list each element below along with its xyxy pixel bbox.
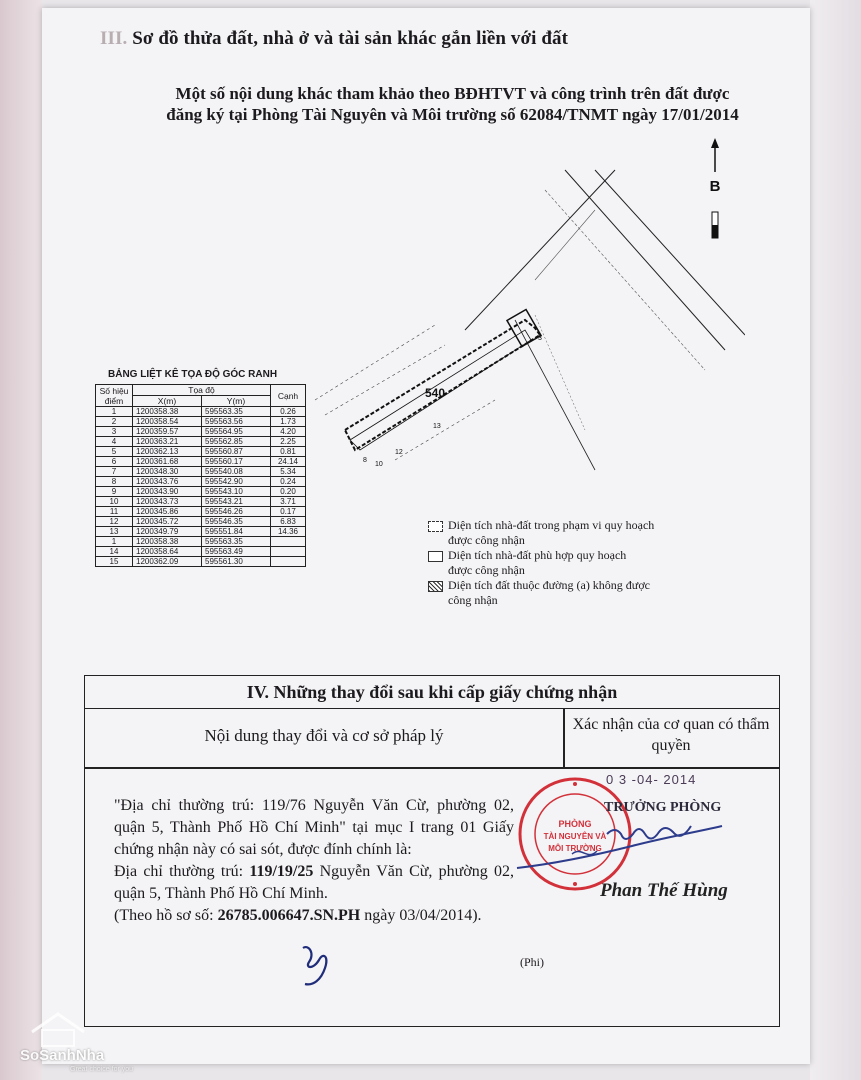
svg-text:10: 10	[375, 461, 383, 468]
table-row	[96, 547, 306, 557]
table-cell: 4	[96, 437, 133, 447]
coords-col-edge: Cạnh	[271, 385, 306, 407]
corrected-address-prefix: Địa chỉ thường trú:	[114, 863, 250, 880]
table-cell: 1	[96, 537, 133, 547]
house-logo-icon	[28, 1010, 88, 1048]
table-cell: 1.73	[271, 417, 306, 427]
table-cell: 595546.26	[202, 507, 271, 517]
table-cell: 12	[96, 517, 133, 527]
table-cell: 9	[96, 487, 133, 497]
svg-text:12: 12	[395, 449, 403, 456]
changes-file-ref	[114, 905, 514, 927]
table-cell: 595560.87	[202, 447, 271, 457]
reference-line-1: Một số nội dung khác tham khảo theo BĐHTVT và công trình trên đất được	[175, 84, 730, 103]
table-cell: 595551.84	[202, 527, 271, 537]
table-cell: 1200345.86	[133, 507, 202, 517]
section-title-text: Sơ đồ thửa đất, nhà ở và tài sản khác gắn liền với đất	[132, 28, 569, 49]
svg-text:TÀI NGUYÊN VÀ: TÀI NGUYÊN VÀ	[543, 832, 607, 841]
table-cell: 595563.49	[202, 547, 271, 557]
table-row	[96, 517, 306, 527]
coords-col-y: Y(m)	[202, 396, 271, 407]
table-cell: 595560.17	[202, 457, 271, 467]
table-cell: 1200358.64	[133, 547, 202, 557]
table-cell: 0.24	[271, 477, 306, 487]
legend-item	[428, 548, 668, 578]
table-cell: 1200345.72	[133, 517, 202, 527]
parcel-number: 540	[425, 386, 446, 400]
scan-left-edge	[0, 0, 42, 1080]
table-cell: 1200343.90	[133, 487, 202, 497]
table-cell: 595563.35	[202, 537, 271, 547]
watermark-brand: SoSanhNha	[20, 1047, 105, 1064]
table-row	[96, 467, 306, 477]
table-cell: 1200358.38	[133, 407, 202, 417]
corrected-address-number: 119/19/25	[249, 863, 314, 880]
table-cell: 1200348.30	[133, 467, 202, 477]
table-cell: 1	[96, 407, 133, 417]
table-cell: 2.25	[271, 437, 306, 447]
table-row	[96, 457, 306, 467]
table-cell: 1200362.13	[133, 447, 202, 457]
table-row	[96, 477, 306, 487]
table-cell: 595563.56	[202, 417, 271, 427]
table-cell: 11	[96, 507, 133, 517]
table-row	[96, 497, 306, 507]
table-row	[96, 537, 306, 547]
table-cell: 595546.35	[202, 517, 271, 527]
legend	[428, 518, 668, 608]
coords-col-x: X(m)	[133, 396, 202, 407]
table-cell: 0.81	[271, 447, 306, 457]
table-cell: 1200343.76	[133, 477, 202, 487]
table-cell: 1200358.54	[133, 417, 202, 427]
table-cell: 595562.85	[202, 437, 271, 447]
table-cell: 4.20	[271, 427, 306, 437]
table-row	[96, 447, 306, 457]
table-cell	[271, 537, 306, 547]
table-cell: 14.36	[271, 527, 306, 537]
table-cell: 595561.30	[202, 557, 271, 567]
signer-name: Phan Thế Hùng	[600, 880, 728, 901]
table-cell: 595543.10	[202, 487, 271, 497]
coords-table-title: BẢNG LIỆT KÊ TỌA ĐỘ GÓC RANH	[108, 369, 278, 380]
table-cell: 6	[96, 457, 133, 467]
table-cell: 13	[96, 527, 133, 537]
coords-col-point: Số hiệu điểm	[96, 385, 133, 407]
header-divider	[85, 767, 779, 769]
table-cell: 14	[96, 547, 133, 557]
table-cell: 1200359.57	[133, 427, 202, 437]
table-cell: 1200361.68	[133, 457, 202, 467]
coords-table-body	[96, 407, 306, 567]
coords-col-coord: Tọa độ	[133, 385, 271, 396]
table-cell: 10	[96, 497, 133, 507]
table-cell: 1200363.21	[133, 437, 202, 447]
date-stamp: 0 3 -04- 2014	[606, 772, 697, 787]
legend-swatch-compliant	[428, 551, 443, 562]
table-cell: 8	[96, 477, 133, 487]
table-row	[96, 507, 306, 517]
corrected-address-suffix: Nguyễn Văn Cừ, phường 02, quận 5, Thành Phố Hồ Chí Minh.	[114, 863, 515, 902]
legend-swatch-road	[428, 581, 443, 592]
reference-line-2: đăng ký tại Phòng Tài Nguyên và Môi trường số 62084/TNMT ngày 17/01/2014	[166, 105, 739, 124]
table-cell: 3.71	[271, 497, 306, 507]
table-row	[96, 557, 306, 567]
fee-note: (Phi)	[520, 955, 544, 969]
coords-table	[95, 384, 306, 567]
table-row	[96, 487, 306, 497]
scan-right-edge	[810, 0, 861, 1080]
table-row	[96, 417, 306, 427]
table-cell: 6.83	[271, 517, 306, 527]
svg-text:PHÒNG: PHÒNG	[558, 819, 592, 829]
changes-original-text: "Địa chỉ thường trú: 119/76 Nguyễn Văn Cừ, phường 02, quận 5, Thành Phố Hồ Chí Minh" tại mục I trang 01 Giấy chứng nhận này có sai sót, được đính chính là:	[114, 797, 514, 858]
legend-label: Diện tích nhà-đất phù hợp quy hoạch được công nhận	[448, 548, 627, 577]
changes-body	[114, 795, 514, 927]
legend-swatch-planned	[428, 521, 443, 532]
table-cell: 595563.35	[202, 407, 271, 417]
table-cell: 0.26	[271, 407, 306, 417]
table-cell: 15	[96, 557, 133, 567]
changes-col-content: Nội dung thay đổi và cơ sở pháp lý	[204, 726, 444, 745]
changes-col-confirm: Xác nhận của cơ quan có thẩm quyền	[572, 716, 770, 754]
section-title	[100, 28, 568, 50]
table-cell: 595564.95	[202, 427, 271, 437]
table-row	[96, 527, 306, 537]
table-cell: 24.14	[271, 457, 306, 467]
table-cell	[271, 557, 306, 567]
legend-item	[428, 518, 668, 548]
table-row	[96, 407, 306, 417]
table-cell: 595542.90	[202, 477, 271, 487]
watermark	[14, 1010, 144, 1078]
table-cell: 7	[96, 467, 133, 477]
svg-text:8: 8	[363, 457, 367, 464]
svg-text:13: 13	[433, 423, 441, 430]
table-cell: 0.17	[271, 507, 306, 517]
table-cell: 3	[96, 427, 133, 437]
legend-label: Diện tích nhà-đất trong phạm vi quy hoạch được công nhận	[448, 518, 655, 547]
table-cell	[271, 547, 306, 557]
table-cell: 1200349.79	[133, 527, 202, 537]
parcel-diagram	[295, 150, 745, 480]
table-cell: 595540.08	[202, 467, 271, 477]
table-cell: 5.34	[271, 467, 306, 477]
table-row	[96, 427, 306, 437]
svg-text:3: 3	[538, 335, 542, 342]
table-cell: 1200343.73	[133, 497, 202, 507]
table-cell: 1200358.38	[133, 537, 202, 547]
file-ref-number: 26785.006647.SN.PH	[217, 907, 361, 924]
legend-item	[428, 578, 668, 608]
file-ref-suffix: ngày 03/04/2014).	[360, 907, 482, 924]
table-cell: 2	[96, 417, 133, 427]
watermark-tagline: Great choice for you	[70, 1066, 134, 1073]
table-cell: 595543.21	[202, 497, 271, 507]
section-number: III.	[100, 28, 128, 49]
table-cell: 1200362.09	[133, 557, 202, 567]
north-label: B	[709, 178, 721, 195]
file-ref-prefix: (Theo hồ sơ số:	[114, 907, 218, 924]
table-row	[96, 437, 306, 447]
table-cell: 5	[96, 447, 133, 457]
changes-title: IV. Những thay đổi sau khi cấp giấy chứng nhận	[85, 676, 779, 709]
head-title: TRƯỞNG PHÒNG	[604, 800, 722, 815]
changes-corrected-address	[114, 861, 514, 905]
initials-signature-icon	[295, 940, 335, 990]
table-cell: 0.20	[271, 487, 306, 497]
svg-text:MÔI TRƯỜNG: MÔI TRƯỜNG	[548, 844, 602, 853]
legend-label: Diện tích đất thuộc đường (a) không được công nhận	[448, 578, 650, 607]
